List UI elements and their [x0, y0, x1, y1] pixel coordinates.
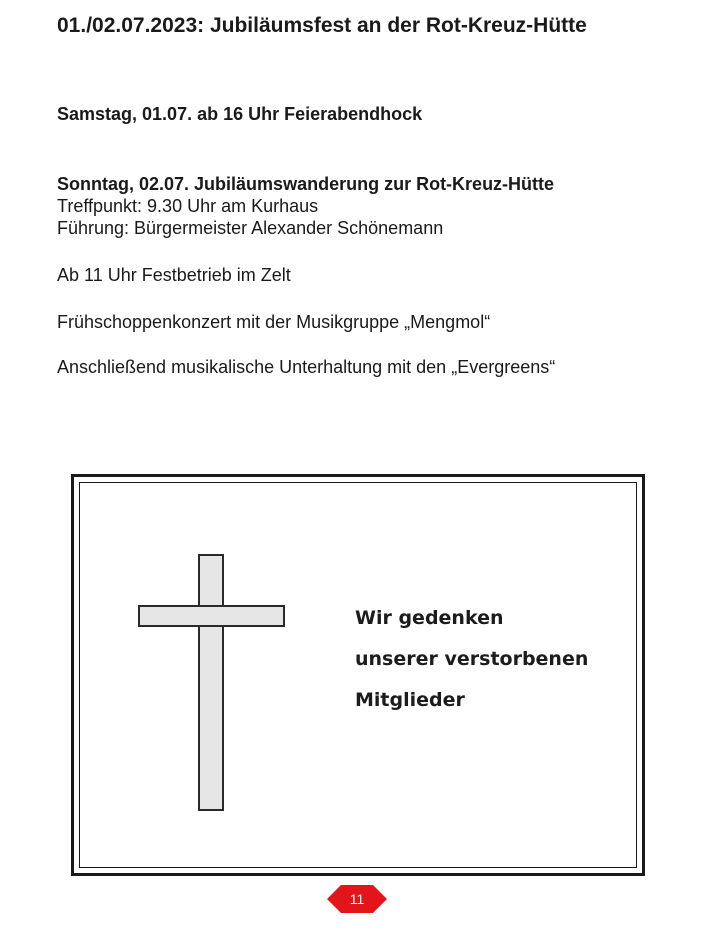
festbetrieb-text: Ab 11 Uhr Festbetrieb im Zelt — [57, 265, 291, 285]
guide-text: Führung: Bürgermeister Alexander Schönemann — [57, 218, 444, 238]
memorial-line-3: Mitglieder — [355, 689, 465, 711]
sunday-block — [57, 173, 554, 239]
page-number: 11 — [349, 891, 365, 907]
memorial-inner-border — [79, 482, 637, 868]
page-number-badge — [327, 884, 387, 914]
sunday-heading: Sonntag, 02.07. Jubiläumswanderung zur Rot-Kreuz-Hütte — [57, 174, 555, 194]
saturday-heading: Samstag, 01.07. ab 16 Uhr Feierabendhock — [57, 104, 423, 124]
meeting-point-text: Treffpunkt: 9.30 Uhr am Kurhaus — [57, 196, 319, 216]
memorial-line-2: unserer verstorbenen — [355, 648, 589, 670]
concert-text: Frühschoppenkonzert mit der Musikgruppe „Mengmol“ — [57, 312, 491, 332]
cross-icon — [138, 554, 286, 812]
page-title: 01./02.07.2023: Jubiläumsfest an der Rot-Kreuz-Hütte — [57, 14, 587, 37]
memorial-line-1: Wir gedenken — [355, 607, 504, 629]
memorial-text — [355, 598, 588, 721]
memorial-box — [71, 474, 645, 876]
entertainment-text: Anschließend musikalische Unterhaltung mit den „Evergreens“ — [57, 357, 556, 377]
